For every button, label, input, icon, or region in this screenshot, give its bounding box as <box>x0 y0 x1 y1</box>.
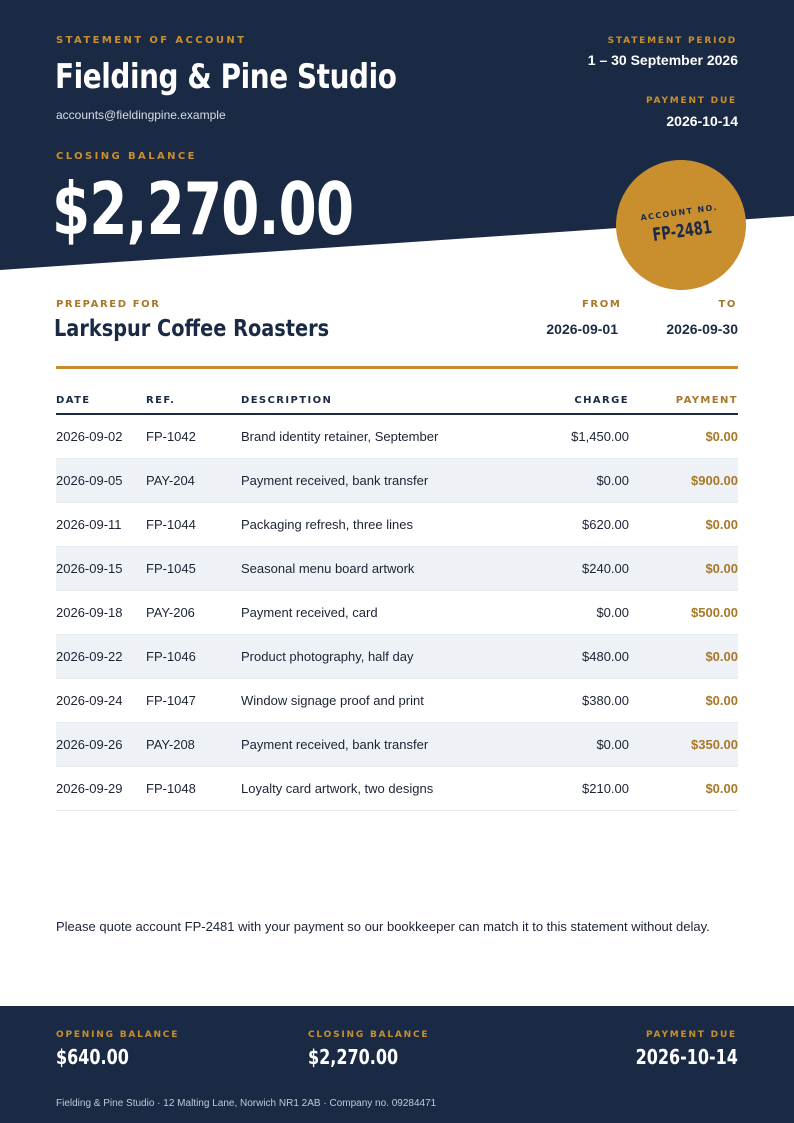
cell-date: 2026-09-18 <box>56 605 123 620</box>
to-label: TO <box>718 299 737 310</box>
cell-ref: FP-1048 <box>146 781 196 796</box>
table-row <box>56 591 738 635</box>
cell-payment: $0.00 <box>705 561 738 576</box>
cell-description: Payment received, bank transfer <box>241 737 429 752</box>
cell-payment: $0.00 <box>705 693 738 708</box>
cell-payment: $0.00 <box>705 429 738 444</box>
cell-ref: PAY-204 <box>146 473 195 488</box>
cell-charge: $240.00 <box>582 561 629 576</box>
cell-date: 2026-09-24 <box>56 693 123 708</box>
cell-date: 2026-09-26 <box>56 737 123 752</box>
divider <box>56 366 738 369</box>
cell-description: Packaging refresh, three lines <box>241 517 413 532</box>
cell-ref: FP-1042 <box>146 429 196 444</box>
transactions-table <box>56 388 738 811</box>
cell-payment: $0.00 <box>705 517 738 532</box>
table-row <box>56 767 738 811</box>
cell-date: 2026-09-02 <box>56 429 123 444</box>
table-row <box>56 547 738 591</box>
cell-ref: FP-1046 <box>146 649 196 664</box>
cell-date: 2026-09-15 <box>56 561 123 576</box>
client-name: Larkspur Coffee Roasters <box>54 316 330 342</box>
cell-charge: $1,450.00 <box>571 429 629 444</box>
column-header-payment: PAYMENT <box>675 395 738 406</box>
payment-due-value: 2026-10-14 <box>666 113 738 129</box>
table-header-row <box>56 388 738 415</box>
document-type-label: STATEMENT OF ACCOUNT <box>56 35 247 46</box>
cell-description: Loyalty card artwork, two designs <box>241 781 434 796</box>
table-row <box>56 503 738 547</box>
table-row <box>56 723 738 767</box>
footer-address: Fielding & Pine Studio · 12 Malting Lane, Norwich NR1 2AB · Company no. 09284471 <box>56 1098 437 1109</box>
cell-charge: $620.00 <box>582 517 629 532</box>
cell-description: Product photography, half day <box>241 649 414 664</box>
statement-period-value: 1 – 30 September 2026 <box>587 52 738 68</box>
cell-charge: $380.00 <box>582 693 629 708</box>
payment-note: Please quote account FP-2481 with your payment so our bookkeeper can match it to this statement without delay. <box>56 919 710 934</box>
cell-ref: FP-1045 <box>146 561 196 576</box>
column-header-ref: REF. <box>146 395 176 406</box>
cell-charge: $0.00 <box>596 473 629 488</box>
prepared-for-label: PREPARED FOR <box>56 299 161 310</box>
cell-payment: $900.00 <box>691 473 738 488</box>
statement-period-label: STATEMENT PERIOD <box>607 36 737 46</box>
table-row <box>56 459 738 503</box>
cell-charge: $480.00 <box>582 649 629 664</box>
account-number-label: ACCOUNT NO. <box>640 202 719 223</box>
cell-ref: FP-1047 <box>146 693 196 708</box>
column-header-charge: CHARGE <box>574 395 629 406</box>
cell-ref: PAY-208 <box>146 737 195 752</box>
cell-payment: $500.00 <box>691 605 738 620</box>
cell-charge: $0.00 <box>596 605 629 620</box>
studio-email: accounts@fieldingpine.example <box>56 108 226 122</box>
cell-payment: $0.00 <box>705 649 738 664</box>
account-number-value: FP-2481 <box>650 216 713 246</box>
from-label: FROM <box>582 299 622 310</box>
closing-balance-label: CLOSING BALANCE <box>56 151 197 162</box>
cell-description: Payment received, bank transfer <box>241 473 429 488</box>
cell-charge: $210.00 <box>582 781 629 796</box>
cell-description: Seasonal menu board artwork <box>241 561 415 576</box>
footer-payment-due-label: PAYMENT DUE <box>645 1030 737 1040</box>
cell-date: 2026-09-11 <box>56 517 122 532</box>
payment-due-label: PAYMENT DUE <box>645 96 737 106</box>
table-row <box>56 679 738 723</box>
cell-date: 2026-09-29 <box>56 781 123 796</box>
from-date: 2026-09-01 <box>546 321 618 337</box>
footer-payment-due-value: 2026-10-14 <box>635 1045 738 1069</box>
opening-balance-label: OPENING BALANCE <box>56 1030 180 1040</box>
studio-name: Fielding & Pine Studio <box>55 57 397 97</box>
table-row <box>56 415 738 459</box>
cell-charge: $0.00 <box>596 737 629 752</box>
cell-date: 2026-09-05 <box>56 473 123 488</box>
closing-balance-value: $2,270.00 <box>52 167 354 251</box>
to-date: 2026-09-30 <box>666 321 738 337</box>
cell-payment: $350.00 <box>691 737 738 752</box>
opening-balance-value: $640.00 <box>56 1045 129 1069</box>
column-header-description: DESCRIPTION <box>241 395 333 406</box>
table-row <box>56 635 738 679</box>
cell-date: 2026-09-22 <box>56 649 123 664</box>
cell-ref: FP-1044 <box>146 517 196 532</box>
cell-description: Brand identity retainer, September <box>241 429 439 444</box>
column-header-date: DATE <box>56 395 91 406</box>
cell-description: Window signage proof and print <box>241 693 424 708</box>
footer-closing-balance-value: $2,270.00 <box>308 1045 399 1069</box>
cell-ref: PAY-206 <box>146 605 195 620</box>
footer-closing-balance-label: CLOSING BALANCE <box>308 1030 430 1040</box>
cell-description: Payment received, card <box>241 605 378 620</box>
cell-payment: $0.00 <box>705 781 738 796</box>
